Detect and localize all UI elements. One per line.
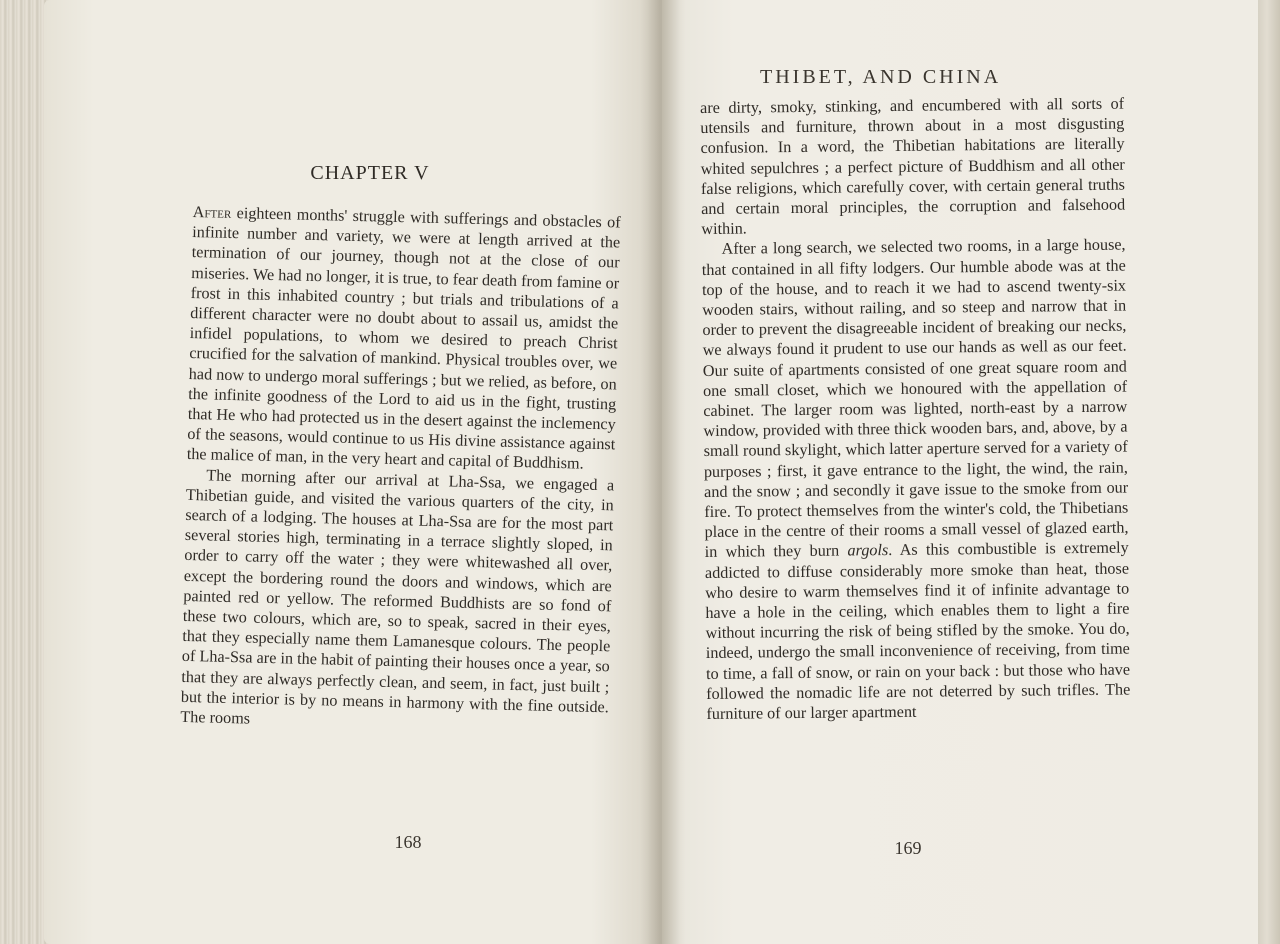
italic-word: argols [847,541,889,560]
paragraph-text: After a long search, we selected two rooms, in a large house, that contained in all fifty lodgers. Our humble abode was at the top of the house, and to reach it we had to ascend twenty-six wooden stairs, without railing, and so steep and narrow that in order to prevent the disagreeable incident of breaking our necks, we always found it prudent to use our hands as well as our feet. Our suite of apartments consisted of one great square room and one small closet, which we honoured with the appellation of cabinet. The larger room was lighted, north-east by a narrow window, provided with three thick wooden bars, and, above, by a small round skylight, which latter aperture served for a variety of purposes ; first, it gave entrance to the light, the wind, the rain, and the snow ; and secondly it gave issue to the smoke from our fire. To protect themselves from the winter's cold, the Thibetians place in the centre of their rooms a small vessel of glazed earth, in which they burn [701,235,1129,562]
right-page-body [700,94,1131,725]
paragraph [701,235,1130,724]
chapter-heading: CHAPTER V [310,162,430,184]
left-page-body [180,202,621,738]
paragraph-text: . As this combustible is extremely addicted to diffuse considerably more smoke than heat, those who desire to warm themselves find it of infinite advantage to have a hole in the ceiling, which enables them to light a fire without incurring the risk of being stifled by the smoke. You do, indeed, undergo the small inconvenience of receiving, from time to time, a fall of snow, or rain on your back : but those who have followed the nomadic life are not deterred by such trifles. The furniture of our larger apartment [704,539,1131,724]
opening-word: After [192,202,232,222]
page-block-edge [0,0,46,944]
paragraph-text: eighteen months' struggle with sufferings and obstacles of infinite number and variety, we were at length arrived at the termination of our journey, though not at the close of our miseries. We had no longer, it is true, to fear death from famine or frost in this inhabited country ; but trials and tribulations of a different character were no doubt about to assail us, amidst the infidel populations, to whom we desired to preach Christ crucified for the salvation of mankind. Physical troubles over, we had now to undergo moral sufferings ; but we relied, as before, on the infinite goodness of the Lord to aid us in the fight, trusting that He who had protected us in the desert against the inclemency of the seasons, would continue to us His divine assistance against the malice of man, in the very heart and capital of Buddhism. [186,203,621,474]
gutter-shadow [640,0,680,944]
right-page-edge [1258,0,1280,944]
page-number-right: 169 [894,838,922,858]
page-number-left: 168 [394,832,422,852]
paragraph: The morning after our arrival at Lha-Ssa, we engaged a Thibetian guide, and visited the various quarters of the city, in search of a lodging. The houses at Lha-Ssa are for the most part several stories high, terminating in a terrace slightly sloped, in order to carry off the water ; they were whitewashed all over, except the bordering round the doors and windows, which are painted red or yellow. The reformed Buddhists are so fond of these two colours, which are, so to speak, sacred in their eyes, that they especially name them Lamanesque colours. The people of Lha-Ssa are in the habit of painting their houses once a year, so that they are always perfectly clean, and seem, in fact, just built ; but the interior is by no means in harmony with the fine outside. The rooms [180,466,615,728]
paragraph: are dirty, smoky, stinking, and encumbered with all sorts of utensils and furniture, thrown about in a most disgusting confusion. In a word, the Thibetian habitations are literally whited sepulchres ; a perfect picture of Buddhism and all other false religions, which carefully cover, with certain general truths and certain moral principles, the corruption and falsehood within. [700,94,1126,239]
running-head: THIBET, AND CHINA [760,66,1002,88]
paragraph [187,202,621,475]
